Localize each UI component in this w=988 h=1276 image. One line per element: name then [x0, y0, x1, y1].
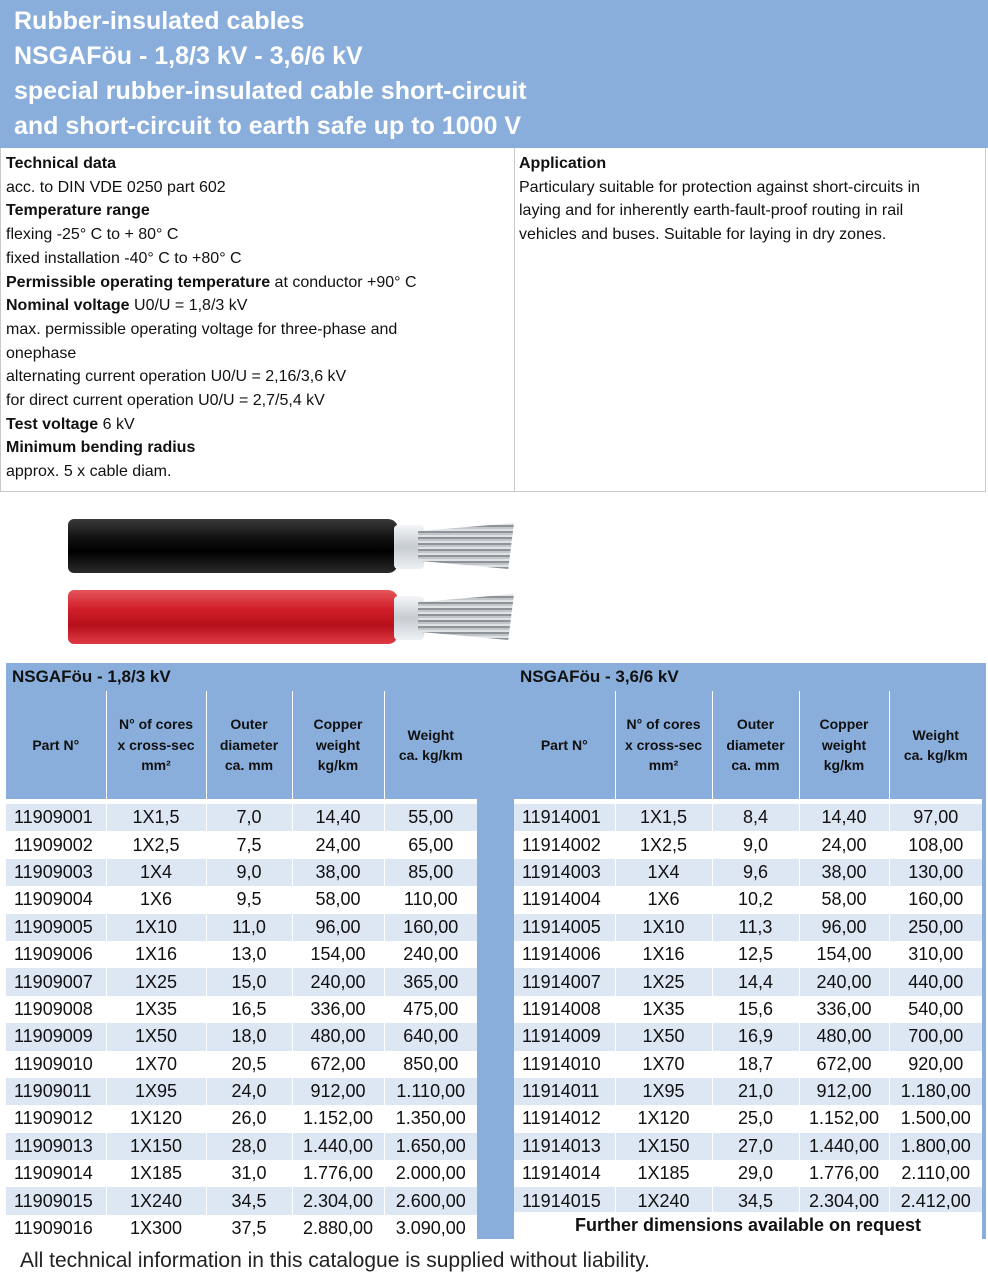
cores-cell: 1X240 — [106, 1187, 206, 1214]
table-row — [514, 996, 982, 1023]
cores-cell: 1X150 — [615, 1133, 712, 1160]
copper-weight-cell: 1.440,00 — [292, 1133, 384, 1160]
outer-diameter-cell: 15,0 — [206, 968, 292, 995]
table-edge — [982, 663, 986, 1239]
weight-cell: 475,00 — [403, 998, 459, 1019]
weight-cell: 850,00 — [403, 1053, 459, 1074]
copper-weight-cell: 38,00 — [292, 859, 384, 886]
col-outer-header: Outer diameter ca. mm — [712, 691, 799, 799]
weight-cell: 920,00 — [908, 1053, 964, 1074]
table-row — [514, 1187, 982, 1214]
weight-cell: 1.800,00 — [889, 1133, 982, 1160]
weight-cell: 1.110,00 — [384, 1078, 477, 1105]
copper-weight-cell: 1.776,00 — [292, 1160, 384, 1187]
part-number-cell: 11909011 — [6, 1078, 106, 1105]
copper-weight-cell: 24,00 — [292, 831, 384, 858]
part-number-cell: 11914005 — [514, 914, 615, 941]
table-row — [6, 1078, 477, 1105]
outer-diameter-cell: 15,6 — [712, 996, 799, 1023]
outer-diameter-cell: 34,5 — [206, 1187, 292, 1214]
outer-diameter-cell: 18,7 — [712, 1051, 799, 1078]
left-spec-table — [6, 691, 477, 1242]
left-table-title: NSGAFöu - 1,8/3 kV — [6, 663, 477, 691]
weight-cell: 85,00 — [384, 859, 477, 886]
nominal-voltage-value: U0/U = 1,8/3 kV — [129, 297, 248, 315]
table-row — [514, 1023, 982, 1050]
test-voltage-value: 6 kV — [98, 415, 135, 433]
table-row — [6, 1023, 477, 1050]
outer-diameter-cell: 11,0 — [206, 914, 292, 941]
part-number-cell: 11914007 — [514, 968, 615, 995]
cores-cell: 1X95 — [615, 1078, 712, 1105]
table-row — [514, 804, 982, 831]
copper-weight-cell: 96,00 — [292, 914, 384, 941]
weight-cell: 2.412,00 — [889, 1187, 982, 1214]
outer-diameter-cell: 7,0 — [206, 804, 292, 831]
table-row — [514, 886, 982, 913]
weight-cell: 55,00 — [384, 804, 477, 831]
part-number-cell: 11914014 — [514, 1160, 615, 1187]
cores-cell: 1X16 — [106, 941, 206, 968]
copper-weight-cell: 240,00 — [799, 968, 889, 995]
outer-diameter-cell: 16,5 — [206, 996, 292, 1023]
col-copper-header: Copper weight kg/km — [799, 691, 889, 799]
cores-cell: 1X4 — [615, 859, 712, 886]
outer-diameter-cell: 31,0 — [206, 1160, 292, 1187]
table-row — [514, 1105, 982, 1132]
weight-cell: 1.500,00 — [900, 1108, 971, 1129]
outer-diameter-cell: 28,0 — [206, 1133, 292, 1160]
table-row — [514, 914, 982, 941]
part-number-cell: 11914002 — [514, 831, 615, 858]
copper-weight-cell: 1.440,00 — [799, 1133, 889, 1160]
part-number-cell: 11909004 — [6, 886, 106, 913]
copper-weight-cell: 2.304,00 — [799, 1187, 889, 1214]
copper-weight-cell: 58,00 — [799, 886, 889, 913]
copper-weight-cell: 154,00 — [799, 941, 889, 968]
cores-cell: 1X120 — [106, 1105, 206, 1132]
part-number-cell: 11914013 — [514, 1133, 615, 1160]
disclaimer-footer: All technical information in this catalogue is supplied without liability. — [20, 1249, 650, 1272]
copper-weight-cell: 1.152,00 — [292, 1105, 384, 1132]
col-cores-header: N° of cores x cross-sec mm² — [106, 691, 206, 799]
part-number-cell: 11909001 — [6, 804, 106, 831]
part-number-cell: 11914012 — [514, 1105, 615, 1132]
copper-weight-cell: 672,00 — [799, 1051, 889, 1078]
outer-diameter-cell: 21,0 — [712, 1078, 799, 1105]
application-text: Particulary suitable for protection against short-circuits in — [519, 178, 921, 196]
weight-cell: 1.180,00 — [889, 1078, 982, 1105]
table-header-row — [514, 691, 982, 799]
col-copper-header: Copper weight kg/km — [292, 691, 384, 799]
cores-cell: 1X35 — [106, 996, 206, 1023]
nominal-voltage-label: Nominal voltage — [6, 297, 130, 315]
outer-diameter-cell: 7,5 — [206, 831, 292, 858]
outer-diameter-cell: 9,0 — [206, 859, 292, 886]
copper-weight-cell: 14,40 — [292, 804, 384, 831]
table-row — [514, 968, 982, 995]
copper-weight-cell: 480,00 — [799, 1023, 889, 1050]
outer-diameter-cell: 9,0 — [712, 831, 799, 858]
copper-weight-cell: 912,00 — [799, 1078, 889, 1105]
col-part-header: Part N° — [514, 691, 615, 799]
outer-diameter-cell: 20,5 — [206, 1051, 292, 1078]
header-description-line: and short-circuit to earth safe up to 1000 V — [14, 112, 522, 140]
part-number-cell: 11909014 — [6, 1160, 106, 1187]
table-row — [6, 968, 477, 995]
cores-cell: 1X150 — [106, 1133, 206, 1160]
cores-cell: 1X25 — [106, 968, 206, 995]
table-row — [6, 1051, 477, 1078]
table-row — [514, 1051, 982, 1078]
left-table-body — [6, 799, 477, 1242]
copper-weight-cell: 1.776,00 — [799, 1160, 889, 1187]
part-number-cell: 11909013 — [6, 1133, 106, 1160]
copper-weight-cell: 480,00 — [292, 1023, 384, 1050]
table-separator — [477, 663, 514, 1239]
cable-jacket — [68, 519, 398, 573]
col-weight-header: Weight ca. kg/km — [384, 691, 477, 799]
weight-cell: 700,00 — [889, 1023, 982, 1050]
outer-diameter-cell: 9,5 — [206, 886, 292, 913]
table-row — [514, 941, 982, 968]
standard-text: acc. to DIN VDE 0250 part 602 — [6, 178, 226, 196]
header-description-line: special rubber-insulated cable short-circuit — [14, 77, 527, 105]
copper-weight-cell: 58,00 — [292, 886, 384, 913]
col-cores-header: N° of cores x cross-sec mm² — [615, 691, 712, 799]
cores-cell: 1X185 — [615, 1160, 712, 1187]
cores-cell: 1X95 — [106, 1078, 206, 1105]
cores-cell: 1X185 — [106, 1160, 206, 1187]
fixed-temp: fixed installation -40° C to +80° C — [6, 249, 242, 267]
part-number-cell: 11909003 — [6, 859, 106, 886]
outer-diameter-cell: 27,0 — [712, 1133, 799, 1160]
weight-cell: 108,00 — [908, 834, 964, 855]
outer-diameter-cell: 10,2 — [712, 886, 799, 913]
cores-cell: 1X70 — [106, 1051, 206, 1078]
part-number-cell: 11914009 — [514, 1023, 615, 1050]
part-number-cell: 11914006 — [514, 941, 615, 968]
cores-cell: 1X50 — [615, 1023, 712, 1050]
cores-cell: 1X4 — [106, 859, 206, 886]
technical-data-section — [6, 152, 506, 484]
black-cable-image — [68, 519, 408, 573]
table-row — [6, 831, 477, 858]
table-row — [6, 886, 477, 913]
cores-cell: 1X70 — [615, 1051, 712, 1078]
copper-weight-cell: 2.880,00 — [292, 1215, 384, 1242]
dc-voltage-text: for direct current operation U0/U = 2,7/5,4 kV — [6, 392, 325, 410]
cable-conductor — [418, 523, 514, 569]
cores-cell: 1X6 — [615, 886, 712, 913]
copper-weight-cell: 672,00 — [292, 1051, 384, 1078]
outer-diameter-cell: 26,0 — [206, 1105, 292, 1132]
copper-weight-cell: 336,00 — [799, 996, 889, 1023]
part-number-cell: 11914008 — [514, 996, 615, 1023]
outer-diameter-cell: 14,4 — [712, 968, 799, 995]
right-spec-table — [514, 691, 982, 1215]
outer-diameter-cell: 34,5 — [712, 1187, 799, 1214]
header-title: Rubber-insulated cables — [14, 7, 305, 35]
max-voltage-text: onephase — [6, 344, 77, 362]
table-row — [6, 1160, 477, 1187]
operating-temp-label: Permissible operating temperature — [6, 273, 271, 291]
application-text: laying and for inherently earth-fault-proof routing in rail — [519, 202, 904, 220]
table-row — [514, 1133, 982, 1160]
outer-diameter-cell: 29,0 — [712, 1160, 799, 1187]
copper-weight-cell: 154,00 — [292, 941, 384, 968]
col-part-header: Part N° — [6, 691, 106, 799]
table-row — [514, 1078, 982, 1105]
application-text: vehicles and buses. Suitable for laying in dry zones. — [519, 226, 887, 244]
outer-diameter-cell: 12,5 — [712, 941, 799, 968]
outer-diameter-cell: 16,9 — [712, 1023, 799, 1050]
weight-cell: 250,00 — [889, 914, 982, 941]
part-number-cell: 11909005 — [6, 914, 106, 941]
part-number-cell: 11909002 — [6, 831, 106, 858]
weight-cell: 130,00 — [889, 859, 982, 886]
copper-weight-cell: 336,00 — [292, 996, 384, 1023]
table-row — [6, 941, 477, 968]
weight-cell: 1.350,00 — [395, 1108, 466, 1129]
part-number-cell: 11909016 — [6, 1215, 106, 1242]
part-number-cell: 11909010 — [6, 1051, 106, 1078]
info-panel — [0, 148, 986, 492]
part-number-cell: 11914003 — [514, 859, 615, 886]
weight-cell: 2.110,00 — [901, 1163, 971, 1184]
right-table-body — [514, 799, 982, 1215]
part-number-cell: 11909012 — [6, 1105, 106, 1132]
application-section — [519, 152, 979, 247]
cable-jacket — [68, 590, 398, 644]
copper-weight-cell: 38,00 — [799, 859, 889, 886]
copper-weight-cell: 240,00 — [292, 968, 384, 995]
cores-cell: 1X25 — [615, 968, 712, 995]
table-row — [6, 1133, 477, 1160]
cores-cell: 1X2,5 — [106, 831, 206, 858]
bending-radius-heading: Minimum bending radius — [6, 439, 196, 457]
col-weight-header: Weight ca. kg/km — [889, 691, 982, 799]
right-table-title: NSGAFöu - 3,6/6 kV — [514, 663, 982, 691]
weight-cell: 3.090,00 — [395, 1218, 466, 1239]
table-row — [6, 1105, 477, 1132]
max-voltage-text: max. permissible operating voltage for three-phase and — [6, 320, 398, 338]
outer-diameter-cell: 9,6 — [712, 859, 799, 886]
weight-cell: 2.600,00 — [384, 1187, 477, 1214]
outer-diameter-cell: 37,5 — [206, 1215, 292, 1242]
table-row — [6, 914, 477, 941]
weight-cell: 1.650,00 — [384, 1133, 477, 1160]
further-dimensions-note: Further dimensions available on request — [514, 1212, 982, 1239]
part-number-cell: 11909007 — [6, 968, 106, 995]
copper-weight-cell: 24,00 — [799, 831, 889, 858]
technical-data-heading: Technical data — [6, 155, 116, 172]
part-number-cell: 11909006 — [6, 941, 106, 968]
copper-weight-cell: 14,40 — [799, 804, 889, 831]
copper-weight-cell: 2.304,00 — [292, 1187, 384, 1214]
cores-cell: 1X10 — [106, 914, 206, 941]
table-row — [6, 1187, 477, 1214]
weight-cell: 160,00 — [384, 914, 477, 941]
cores-cell: 1X35 — [615, 996, 712, 1023]
weight-cell: 2.000,00 — [395, 1163, 466, 1184]
outer-diameter-cell: 11,3 — [712, 914, 799, 941]
weight-cell: 640,00 — [384, 1023, 477, 1050]
temperature-heading: Temperature range — [6, 202, 150, 220]
part-number-cell: 11914011 — [514, 1078, 615, 1105]
weight-cell: 65,00 — [408, 834, 454, 855]
copper-weight-cell: 96,00 — [799, 914, 889, 941]
table-row — [6, 1215, 477, 1242]
application-heading: Application — [519, 155, 607, 172]
cores-cell: 1X1,5 — [615, 804, 712, 831]
outer-diameter-cell: 8,4 — [712, 804, 799, 831]
weight-cell: 540,00 — [908, 998, 964, 1019]
part-number-cell: 11909009 — [6, 1023, 106, 1050]
part-number-cell: 11914015 — [514, 1187, 615, 1214]
page-header — [0, 0, 988, 148]
table-row — [514, 1160, 982, 1187]
part-number-cell: 11914010 — [514, 1051, 615, 1078]
weight-cell: 440,00 — [889, 968, 982, 995]
cores-cell: 1X120 — [615, 1105, 712, 1132]
cores-cell: 1X240 — [615, 1187, 712, 1214]
col-outer-header: Outer diameter ca. mm — [206, 691, 292, 799]
cores-cell: 1X6 — [106, 886, 206, 913]
outer-diameter-cell: 25,0 — [712, 1105, 799, 1132]
outer-diameter-cell: 18,0 — [206, 1023, 292, 1050]
table-row — [6, 804, 477, 831]
operating-temp-value: at conductor +90° C — [270, 273, 417, 291]
panel-divider — [514, 148, 515, 491]
part-number-cell: 11914004 — [514, 886, 615, 913]
weight-cell: 240,00 — [403, 944, 459, 965]
table-row — [6, 859, 477, 886]
table-row — [514, 859, 982, 886]
copper-weight-cell: 1.152,00 — [799, 1105, 889, 1132]
weight-cell: 365,00 — [384, 968, 477, 995]
outer-diameter-cell: 13,0 — [206, 941, 292, 968]
part-number-cell: 11909015 — [6, 1187, 106, 1214]
test-voltage-label: Test voltage — [6, 415, 99, 433]
cores-cell: 1X50 — [106, 1023, 206, 1050]
part-number-cell: 11914001 — [514, 804, 615, 831]
table-header-row — [6, 691, 477, 799]
cores-cell: 1X16 — [615, 941, 712, 968]
weight-cell: 110,00 — [403, 889, 458, 910]
table-row — [6, 996, 477, 1023]
weight-cell: 160,00 — [908, 889, 964, 910]
outer-diameter-cell: 24,0 — [206, 1078, 292, 1105]
cores-cell: 1X10 — [615, 914, 712, 941]
header-subtitle: NSGAFöu - 1,8/3 kV - 3,6/6 kV — [14, 42, 363, 70]
cores-cell: 1X300 — [106, 1215, 206, 1242]
cable-conductor — [418, 594, 514, 640]
ac-voltage-text: alternating current operation U0/U = 2,16/3,6 kV — [6, 368, 347, 386]
cores-cell: 1X2,5 — [615, 831, 712, 858]
red-cable-image — [68, 590, 408, 644]
weight-cell: 97,00 — [889, 804, 982, 831]
part-number-cell: 11909008 — [6, 996, 106, 1023]
copper-weight-cell: 912,00 — [292, 1078, 384, 1105]
weight-cell: 310,00 — [908, 944, 964, 965]
cores-cell: 1X1,5 — [106, 804, 206, 831]
bending-radius-value: approx. 5 x cable diam. — [6, 463, 172, 481]
table-row — [514, 831, 982, 858]
flexing-temp: flexing -25° C to + 80° C — [6, 226, 179, 244]
